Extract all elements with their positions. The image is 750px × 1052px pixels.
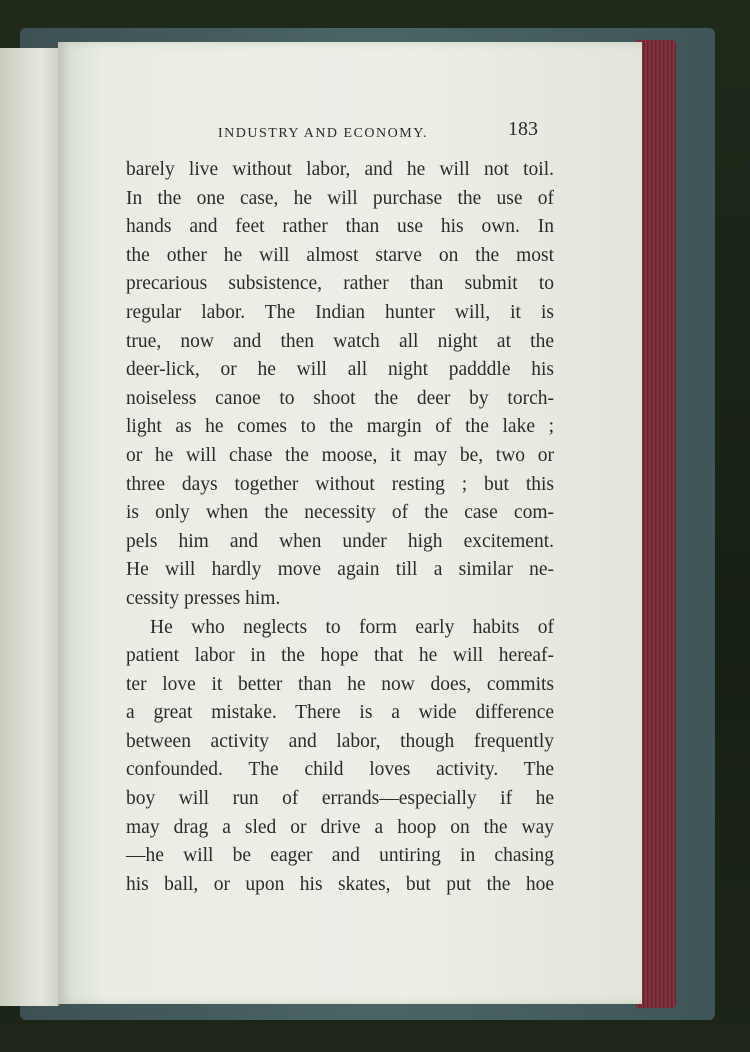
text-line: true, now and then watch all night at the bbox=[126, 330, 554, 352]
text-line: He who neglects to form early habits of bbox=[150, 616, 554, 638]
text-line: patient labor in the hope that he will hereaf- bbox=[126, 645, 554, 667]
text-line: noiseless canoe to shoot the deer by torch- bbox=[126, 387, 554, 409]
text-line: hands and feet rather than use his own. In bbox=[126, 216, 554, 238]
text-line: his ball, or upon his skates, but put the hoe bbox=[126, 873, 554, 895]
text-line: confounded. The child loves activity. The bbox=[126, 759, 554, 781]
text-line: —he will be eager and untiring in chasing bbox=[126, 845, 554, 867]
text-line: between activity and labor, though frequently bbox=[126, 730, 554, 752]
text-line: three days together without resting ; but this bbox=[126, 473, 554, 495]
running-head bbox=[58, 118, 642, 148]
text-line: is only when the necessity of the case com- bbox=[126, 502, 554, 524]
text-line: barely live without labor, and he will not toil. bbox=[126, 159, 554, 180]
page-edges bbox=[636, 40, 676, 1008]
text-line: boy will run of errands—especially if he bbox=[126, 788, 554, 810]
text-line: or he will chase the moose, it may be, two or bbox=[126, 444, 554, 466]
text-line: ter love it better than he now does, commits bbox=[126, 673, 554, 695]
text-line: light as he comes to the margin of the lake ; bbox=[126, 416, 554, 438]
left-page bbox=[0, 48, 60, 1006]
text-line: regular labor. The Indian hunter will, it is bbox=[126, 301, 554, 323]
text-line: pels him and when under high excitement. bbox=[126, 530, 554, 552]
text-line: In the one case, he will purchase the use of bbox=[126, 187, 554, 209]
text-line: deer-lick, or he will all night padddle his bbox=[126, 359, 554, 381]
text-line: precarious subsistence, rather than submit to bbox=[126, 273, 554, 295]
text-line: He will hardly move again till a similar ne- bbox=[126, 559, 554, 581]
book-page bbox=[58, 42, 642, 1004]
page-number: 183 bbox=[508, 118, 538, 140]
running-title: INDUSTRY AND ECONOMY. bbox=[218, 126, 429, 141]
text-line: may drag a sled or drive a hoop on the way bbox=[126, 816, 554, 838]
text-line: a great mistake. There is a wide difference bbox=[126, 702, 554, 724]
text-line: cessity presses him. bbox=[126, 587, 281, 609]
text-line: the other he will almost starve on the most bbox=[126, 244, 554, 266]
body-text bbox=[126, 156, 554, 899]
